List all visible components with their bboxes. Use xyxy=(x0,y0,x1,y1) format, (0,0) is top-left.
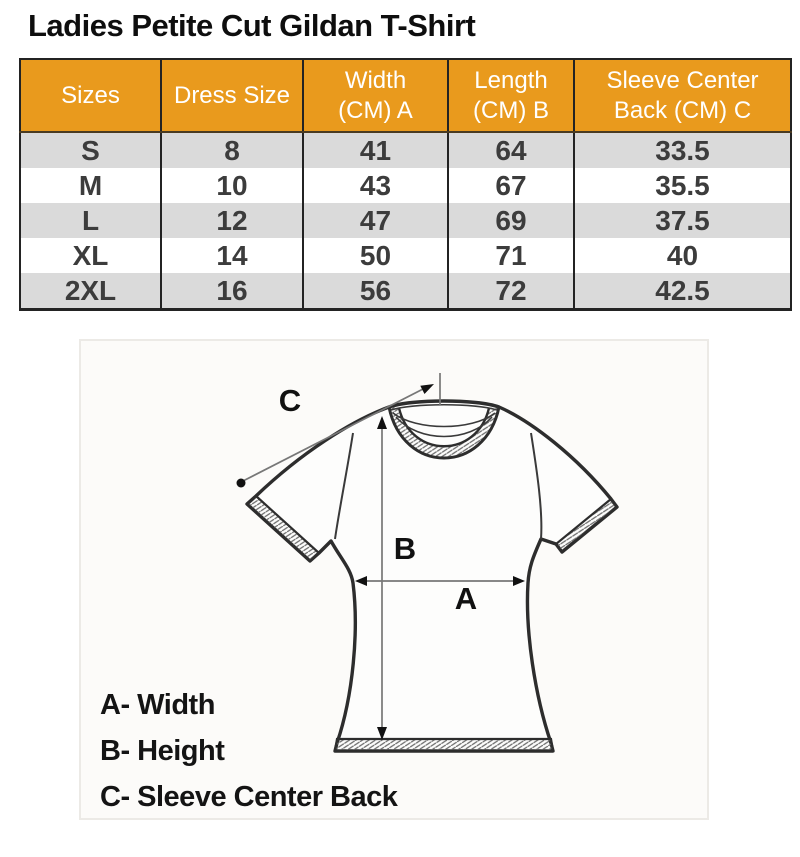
cell-dress-size: 16 xyxy=(161,273,303,310)
column-header-length xyxy=(448,59,574,132)
column-header-dress-size xyxy=(161,59,303,132)
marker-b: B xyxy=(393,531,417,566)
cell-sleeve: 40 xyxy=(574,238,791,273)
cell-sleeve: 42.5 xyxy=(574,273,791,310)
header-line: (CM) A xyxy=(338,96,413,124)
cell-width: 47 xyxy=(303,203,448,238)
header-line: Back (CM) C xyxy=(613,96,752,124)
cell-sleeve: 33.5 xyxy=(574,132,791,168)
header-line: (CM) B xyxy=(473,96,549,124)
header-line: Length xyxy=(474,66,548,94)
cell-length: 69 xyxy=(448,203,574,238)
cell-size: L xyxy=(20,203,161,238)
table-row xyxy=(20,238,791,273)
measurement-diagram xyxy=(79,339,709,820)
cell-length: 71 xyxy=(448,238,574,273)
table-row xyxy=(20,203,791,238)
cell-width: 50 xyxy=(303,238,448,273)
measurement-legend xyxy=(100,682,397,820)
cell-sleeve: 35.5 xyxy=(574,168,791,203)
legend-item-height: B- Height xyxy=(100,735,225,767)
cell-dress-size: 8 xyxy=(161,132,303,168)
cell-length: 64 xyxy=(448,132,574,168)
column-header-sizes xyxy=(20,59,161,132)
cell-width: 56 xyxy=(303,273,448,310)
header-line: Sleeve Center xyxy=(606,66,759,94)
cell-width: 41 xyxy=(303,132,448,168)
page-title: Ladies Petite Cut Gildan T-Shirt xyxy=(28,8,476,43)
cell-dress-size: 14 xyxy=(161,238,303,273)
header-line: Width xyxy=(344,66,407,94)
marker-a: A xyxy=(454,581,478,616)
table-row xyxy=(20,168,791,203)
size-chart-table xyxy=(19,58,792,311)
cell-width: 43 xyxy=(303,168,448,203)
cell-size: S xyxy=(20,132,161,168)
cell-size: 2XL xyxy=(20,273,161,310)
cell-length: 72 xyxy=(448,273,574,310)
table-row xyxy=(20,273,791,310)
cell-size: XL xyxy=(20,238,161,273)
cell-length: 67 xyxy=(448,168,574,203)
marker-c: C xyxy=(278,383,302,418)
cell-size: M xyxy=(20,168,161,203)
column-header-width xyxy=(303,59,448,132)
table-header-row xyxy=(20,59,791,132)
legend-item-width: A- Width xyxy=(100,689,215,721)
header-line: Sizes xyxy=(61,81,120,109)
cell-dress-size: 12 xyxy=(161,203,303,238)
legend-item-sleeve: C- Sleeve Center Back xyxy=(100,781,398,813)
cell-sleeve: 37.5 xyxy=(574,203,791,238)
cell-dress-size: 10 xyxy=(161,168,303,203)
header-line: Dress Size xyxy=(173,81,291,109)
table-row xyxy=(20,132,791,168)
column-header-sleeve-center-back xyxy=(574,59,791,132)
